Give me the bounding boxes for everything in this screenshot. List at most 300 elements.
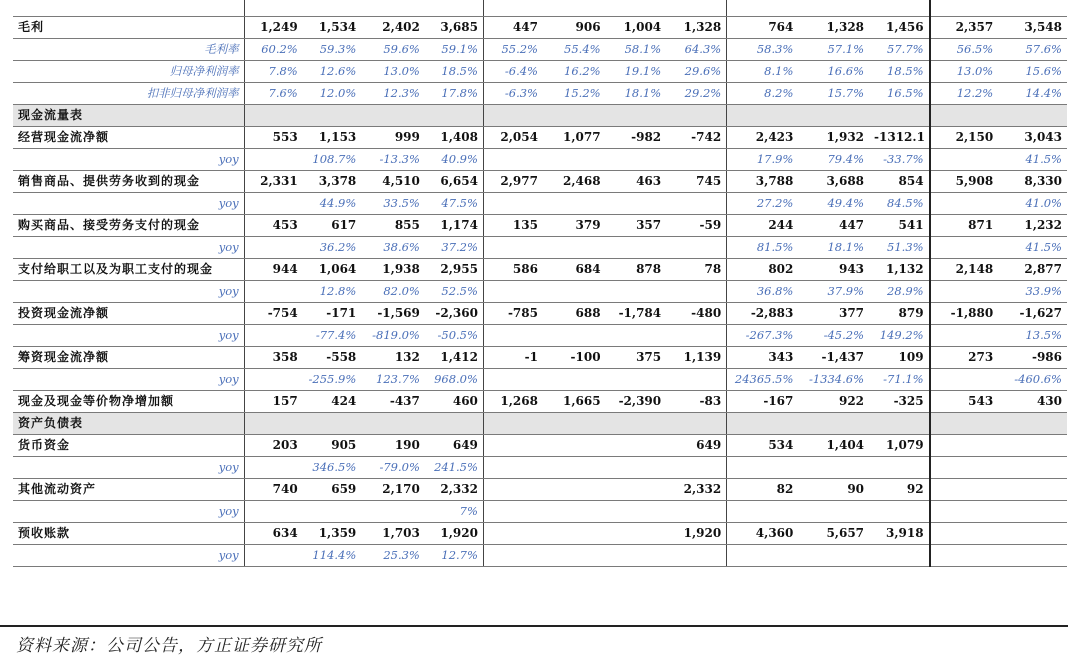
table-cell: 59.3% — [303, 38, 362, 60]
table-cell: 740 — [244, 478, 303, 500]
table-cell: 18.5% — [869, 60, 930, 82]
table-cell: 1,703 — [361, 522, 425, 544]
table-cell: -437 — [361, 390, 425, 412]
table-cell — [483, 544, 543, 566]
table-cell: 2,877 — [998, 258, 1067, 280]
table-cell — [998, 478, 1067, 500]
table-cell: 79.4% — [798, 148, 869, 170]
table-cell — [869, 456, 930, 478]
table-cell: 29.6% — [666, 60, 727, 82]
table-cell: -171 — [303, 302, 362, 324]
table-cell: 447 — [483, 16, 543, 38]
table-cell: -2,883 — [727, 302, 799, 324]
table-cell: 5,657 — [798, 522, 869, 544]
table-cell: 1,920 — [425, 522, 484, 544]
table-cell — [543, 324, 606, 346]
table-cell: 12.3% — [361, 82, 425, 104]
table-cell — [666, 324, 727, 346]
row-label: 购买商品、接受劳务支付的现金 — [13, 214, 244, 236]
table-cell: 36.8% — [727, 280, 799, 302]
table-cell — [798, 500, 869, 522]
table-cell: 13.0% — [930, 60, 999, 82]
table-cell — [244, 456, 303, 478]
yoy-row — [13, 368, 1067, 390]
table-cell: -100 — [543, 346, 606, 368]
table-cell: 3,685 — [425, 16, 484, 38]
table-cell — [483, 434, 543, 456]
table-cell — [483, 148, 543, 170]
table-cell — [483, 368, 543, 390]
financial-data-table — [13, 0, 1067, 567]
table-cell — [930, 412, 999, 434]
table-cell: 2,332 — [425, 478, 484, 500]
row-label: 毛利 — [13, 16, 244, 38]
table-cell: -6.3% — [483, 82, 543, 104]
table-cell: 41.5% — [998, 148, 1067, 170]
table-row — [13, 390, 1067, 412]
table-cell: 2,977 — [483, 170, 543, 192]
row-label: yoy — [13, 236, 244, 258]
table-cell: 999 — [361, 126, 425, 148]
table-cell: 60.2% — [244, 38, 303, 60]
table-cell — [483, 280, 543, 302]
row-label: 资产负债表 — [13, 412, 244, 434]
table-cell: 922 — [798, 390, 869, 412]
row-label: yoy — [13, 280, 244, 302]
table-row — [13, 302, 1067, 324]
table-cell — [930, 280, 999, 302]
table-cell — [244, 368, 303, 390]
table-cell: 649 — [425, 434, 484, 456]
table-cell: 2,357 — [930, 16, 999, 38]
table-cell — [543, 434, 606, 456]
table-cell: 453 — [244, 214, 303, 236]
table-cell — [543, 456, 606, 478]
table-cell: 1,408 — [425, 126, 484, 148]
table-cell — [930, 544, 999, 566]
table-cell — [543, 412, 606, 434]
row-label: yoy — [13, 500, 244, 522]
table-cell: -255.9% — [303, 368, 362, 390]
table-row — [13, 522, 1067, 544]
table-cell: 802 — [727, 258, 799, 280]
table-cell — [727, 104, 799, 126]
table-cell: 64.3% — [666, 38, 727, 60]
table-cell: 19.1% — [606, 60, 667, 82]
table-cell — [543, 544, 606, 566]
table-cell — [361, 104, 425, 126]
table-cell — [606, 0, 667, 16]
table-cell — [727, 544, 799, 566]
ratio-row — [13, 82, 1067, 104]
table-cell: 12.7% — [425, 544, 484, 566]
table-cell: -1,880 — [930, 302, 999, 324]
table-cell: 944 — [244, 258, 303, 280]
table-cell: 58.1% — [606, 38, 667, 60]
table-row — [13, 16, 1067, 38]
table-cell: 1,404 — [798, 434, 869, 456]
table-cell: 15.6% — [998, 60, 1067, 82]
table-cell: 40.9% — [425, 148, 484, 170]
table-cell — [543, 192, 606, 214]
table-cell — [483, 478, 543, 500]
table-cell — [798, 544, 869, 566]
table-cell — [666, 368, 727, 390]
row-label: 现金流量表 — [13, 104, 244, 126]
table-cell: 37.2% — [425, 236, 484, 258]
table-cell: 463 — [606, 170, 667, 192]
table-cell: 3,788 — [727, 170, 799, 192]
table-cell: 1,456 — [869, 16, 930, 38]
table-cell: 82.0% — [361, 280, 425, 302]
row-label: yoy — [13, 192, 244, 214]
table-cell — [666, 456, 727, 478]
table-cell: 33.9% — [998, 280, 1067, 302]
table-cell: -754 — [244, 302, 303, 324]
table-cell — [361, 500, 425, 522]
table-row — [13, 346, 1067, 368]
table-cell — [303, 500, 362, 522]
table-cell: 123.7% — [361, 368, 425, 390]
table-cell: 659 — [303, 478, 362, 500]
table-cell: 16.5% — [869, 82, 930, 104]
table-cell: 2,148 — [930, 258, 999, 280]
row-label: yoy — [13, 456, 244, 478]
table-cell: 906 — [543, 16, 606, 38]
table-cell — [998, 500, 1067, 522]
table-cell: 3,688 — [798, 170, 869, 192]
yoy-row — [13, 280, 1067, 302]
table-cell: 81.5% — [727, 236, 799, 258]
table-cell: -13.3% — [361, 148, 425, 170]
table-cell: -1,784 — [606, 302, 667, 324]
table-cell — [666, 280, 727, 302]
table-cell: 1,932 — [798, 126, 869, 148]
table-cell: 29.2% — [666, 82, 727, 104]
table-cell — [606, 456, 667, 478]
row-label: 筹资现金流净额 — [13, 346, 244, 368]
table-cell — [606, 522, 667, 544]
table-cell — [666, 148, 727, 170]
table-cell — [930, 0, 999, 16]
table-cell: 764 — [727, 16, 799, 38]
table-cell: -1 — [483, 346, 543, 368]
table-cell: 377 — [798, 302, 869, 324]
table-cell: -83 — [666, 390, 727, 412]
table-row — [13, 0, 1067, 16]
table-cell: 38.6% — [361, 236, 425, 258]
table-cell: -325 — [869, 390, 930, 412]
table-cell: 534 — [727, 434, 799, 456]
row-label — [13, 0, 244, 16]
table-cell — [727, 0, 799, 16]
table-cell — [244, 104, 303, 126]
table-cell: 78 — [666, 258, 727, 280]
table-cell — [930, 368, 999, 390]
table-cell: 7.8% — [244, 60, 303, 82]
table-cell — [998, 412, 1067, 434]
table-cell: 109 — [869, 346, 930, 368]
yoy-row — [13, 192, 1067, 214]
table-cell — [930, 192, 999, 214]
table-cell — [869, 104, 930, 126]
table-cell — [483, 522, 543, 544]
table-cell — [483, 412, 543, 434]
table-cell — [543, 522, 606, 544]
table-cell: 1,139 — [666, 346, 727, 368]
table-cell — [361, 0, 425, 16]
table-cell: 55.2% — [483, 38, 543, 60]
table-cell: 273 — [930, 346, 999, 368]
table-cell — [244, 500, 303, 522]
row-label: yoy — [13, 148, 244, 170]
table-row — [13, 434, 1067, 456]
table-cell: 586 — [483, 258, 543, 280]
table-cell: 57.6% — [998, 38, 1067, 60]
row-label: yoy — [13, 324, 244, 346]
table-cell: 2,423 — [727, 126, 799, 148]
table-cell: 59.6% — [361, 38, 425, 60]
table-cell — [606, 192, 667, 214]
table-row — [13, 214, 1067, 236]
table-cell: 2,170 — [361, 478, 425, 500]
row-label: 归母净利润率 — [13, 60, 244, 82]
table-cell — [244, 0, 303, 16]
table-cell: 24365.5% — [727, 368, 799, 390]
table-cell — [727, 456, 799, 478]
table-cell — [543, 368, 606, 390]
source-divider — [0, 625, 1068, 627]
table-cell: 3,918 — [869, 522, 930, 544]
table-cell — [727, 412, 799, 434]
table-cell — [244, 544, 303, 566]
table-cell: 90 — [798, 478, 869, 500]
table-cell — [606, 324, 667, 346]
table-cell: 12.2% — [930, 82, 999, 104]
table-cell — [930, 324, 999, 346]
table-cell — [606, 478, 667, 500]
table-row — [13, 170, 1067, 192]
table-cell: 688 — [543, 302, 606, 324]
table-cell: 879 — [869, 302, 930, 324]
table-cell: -986 — [998, 346, 1067, 368]
table-cell: 92 — [869, 478, 930, 500]
table-cell: 12.0% — [303, 82, 362, 104]
table-cell: 1,920 — [666, 522, 727, 544]
table-cell — [483, 500, 543, 522]
table-cell: 82 — [727, 478, 799, 500]
yoy-row — [13, 148, 1067, 170]
table-cell: 14.4% — [998, 82, 1067, 104]
table-cell — [930, 500, 999, 522]
row-label: yoy — [13, 368, 244, 390]
table-cell: 1,077 — [543, 126, 606, 148]
table-row — [13, 126, 1067, 148]
table-cell: 13.5% — [998, 324, 1067, 346]
table-cell: 1,359 — [303, 522, 362, 544]
table-cell: 745 — [666, 170, 727, 192]
table-cell: -33.7% — [869, 148, 930, 170]
table-cell: 878 — [606, 258, 667, 280]
table-cell: 244 — [727, 214, 799, 236]
row-label: 支付给职工以及为职工支付的现金 — [13, 258, 244, 280]
yoy-row — [13, 500, 1067, 522]
row-label: 货币资金 — [13, 434, 244, 456]
table-cell: 108.7% — [303, 148, 362, 170]
table-cell: 28.9% — [869, 280, 930, 302]
row-label: 现金及现金等价物净增加额 — [13, 390, 244, 412]
table-cell: 190 — [361, 434, 425, 456]
table-cell: 649 — [666, 434, 727, 456]
table-cell: 1,249 — [244, 16, 303, 38]
table-cell: 2,955 — [425, 258, 484, 280]
table-cell — [869, 0, 930, 16]
table-cell: 203 — [244, 434, 303, 456]
table-cell: 12.8% — [303, 280, 362, 302]
table-cell — [930, 148, 999, 170]
table-cell — [425, 0, 484, 16]
table-cell — [483, 104, 543, 126]
section-header-row — [13, 104, 1067, 126]
table-cell: 379 — [543, 214, 606, 236]
table-cell: 905 — [303, 434, 362, 456]
table-cell: 1,079 — [869, 434, 930, 456]
table-cell: 57.1% — [798, 38, 869, 60]
table-cell: 241.5% — [425, 456, 484, 478]
table-cell — [998, 456, 1067, 478]
table-body — [13, 0, 1067, 566]
table-cell: 855 — [361, 214, 425, 236]
table-cell: 1,268 — [483, 390, 543, 412]
yoy-row — [13, 544, 1067, 566]
table-cell: 358 — [244, 346, 303, 368]
table-cell: 1,004 — [606, 16, 667, 38]
table-cell — [930, 236, 999, 258]
table-cell: -982 — [606, 126, 667, 148]
table-cell — [244, 192, 303, 214]
table-cell: 343 — [727, 346, 799, 368]
table-cell — [543, 478, 606, 500]
table-cell — [998, 0, 1067, 16]
table-cell: -1,437 — [798, 346, 869, 368]
table-cell: 57.7% — [869, 38, 930, 60]
table-cell: 49.4% — [798, 192, 869, 214]
table-cell: 135 — [483, 214, 543, 236]
table-cell — [606, 104, 667, 126]
table-cell: 375 — [606, 346, 667, 368]
table-cell: 357 — [606, 214, 667, 236]
table-cell: 968.0% — [425, 368, 484, 390]
table-cell: 16.2% — [543, 60, 606, 82]
row-label: 投资现金流净额 — [13, 302, 244, 324]
table-cell — [425, 412, 484, 434]
table-cell: -59 — [666, 214, 727, 236]
table-cell: 59.1% — [425, 38, 484, 60]
table-cell: -480 — [666, 302, 727, 324]
table-cell: -45.2% — [798, 324, 869, 346]
table-cell — [930, 434, 999, 456]
table-cell: -819.0% — [361, 324, 425, 346]
source-note: 资料来源：公司公告，方正证券研究所 — [16, 636, 322, 656]
table-cell: 543 — [930, 390, 999, 412]
table-cell — [361, 412, 425, 434]
table-cell — [998, 522, 1067, 544]
table-row — [13, 258, 1067, 280]
table-cell: 1,328 — [666, 16, 727, 38]
table-cell — [930, 478, 999, 500]
table-cell — [543, 0, 606, 16]
table-cell — [483, 456, 543, 478]
table-cell — [606, 544, 667, 566]
table-cell: 943 — [798, 258, 869, 280]
table-cell: -167 — [727, 390, 799, 412]
row-label: 扣非归母净利润率 — [13, 82, 244, 104]
table-cell: 17.8% — [425, 82, 484, 104]
table-cell: -71.1% — [869, 368, 930, 390]
table-cell: 553 — [244, 126, 303, 148]
table-cell — [666, 236, 727, 258]
table-cell: 3,548 — [998, 16, 1067, 38]
table-cell — [666, 0, 727, 16]
table-cell — [606, 368, 667, 390]
table-cell: 1,174 — [425, 214, 484, 236]
table-cell: 51.3% — [869, 236, 930, 258]
table-cell — [869, 412, 930, 434]
table-cell: 7.6% — [244, 82, 303, 104]
table-cell: -1312.1 — [869, 126, 930, 148]
table-cell — [666, 544, 727, 566]
table-cell: 18.1% — [606, 82, 667, 104]
table-cell: 16.6% — [798, 60, 869, 82]
table-cell: 1,153 — [303, 126, 362, 148]
table-cell: 2,468 — [543, 170, 606, 192]
table-cell: 4,360 — [727, 522, 799, 544]
table-cell: 8,330 — [998, 170, 1067, 192]
table-cell: 871 — [930, 214, 999, 236]
table-cell — [303, 412, 362, 434]
table-cell — [244, 148, 303, 170]
table-cell — [606, 500, 667, 522]
table-cell — [543, 500, 606, 522]
table-cell: 1,665 — [543, 390, 606, 412]
yoy-row — [13, 456, 1067, 478]
table-cell: 18.1% — [798, 236, 869, 258]
table-cell — [727, 500, 799, 522]
table-cell — [930, 104, 999, 126]
table-cell — [606, 412, 667, 434]
table-cell: 3,043 — [998, 126, 1067, 148]
table-cell: 12.6% — [303, 60, 362, 82]
table-cell: 15.2% — [543, 82, 606, 104]
table-cell: -6.4% — [483, 60, 543, 82]
ratio-row — [13, 38, 1067, 60]
table-cell — [244, 324, 303, 346]
table-cell: -2,390 — [606, 390, 667, 412]
table-cell: 55.4% — [543, 38, 606, 60]
table-cell: 41.5% — [998, 236, 1067, 258]
table-cell — [606, 280, 667, 302]
table-cell: 2,150 — [930, 126, 999, 148]
table-cell — [606, 236, 667, 258]
table-cell: 18.5% — [425, 60, 484, 82]
table-cell: 17.9% — [727, 148, 799, 170]
table-cell: 52.5% — [425, 280, 484, 302]
table-cell: 460 — [425, 390, 484, 412]
yoy-row — [13, 236, 1067, 258]
table-cell: 1,064 — [303, 258, 362, 280]
table-cell: 58.3% — [727, 38, 799, 60]
table-cell: 132 — [361, 346, 425, 368]
